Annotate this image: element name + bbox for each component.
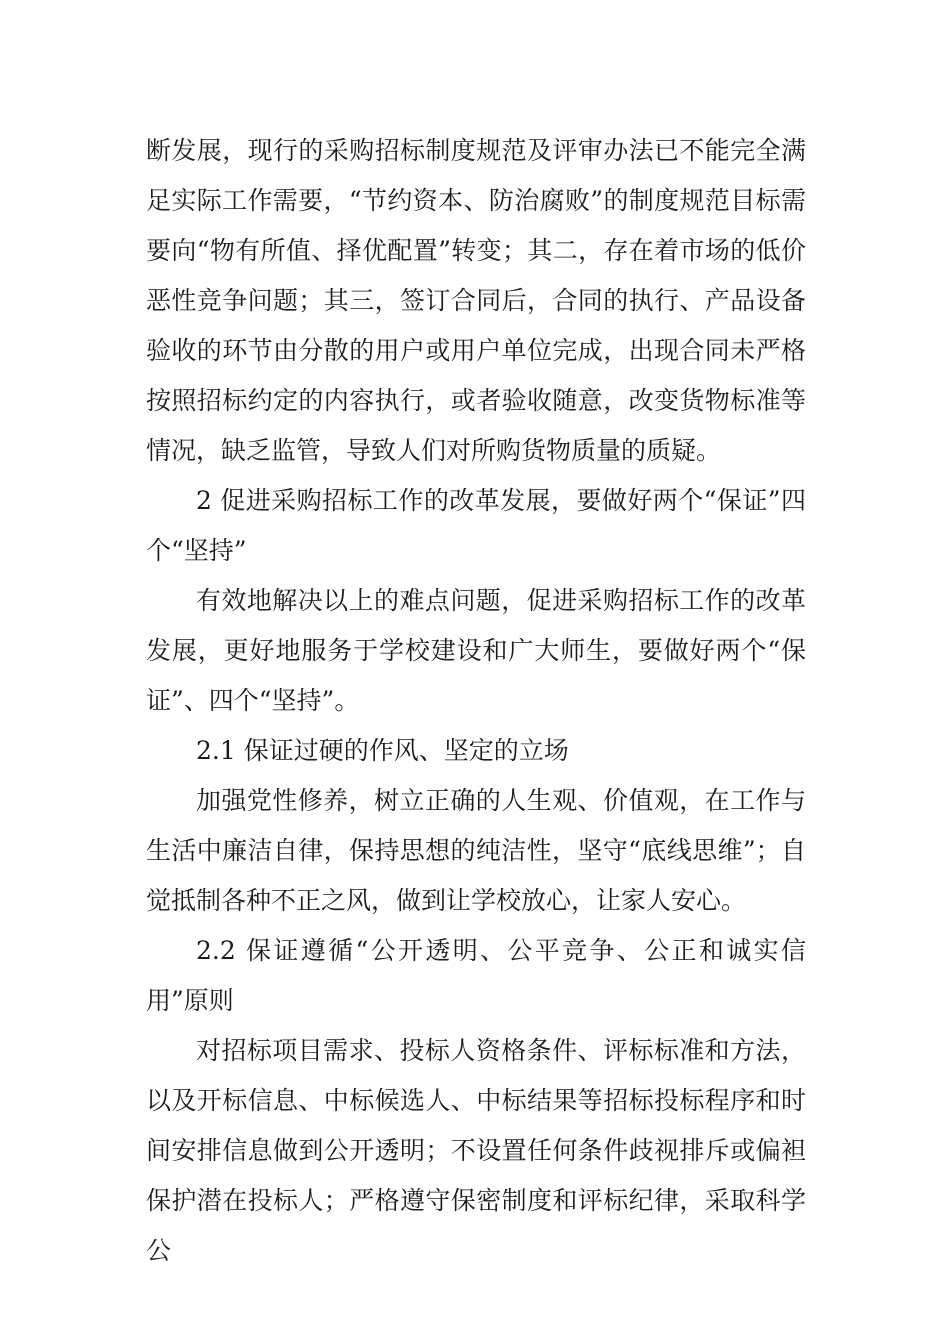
body-paragraph: 对招标项目需求、投标人资格条件、评标标准和方法，以及开标信息、中标候选人、中标结果等招标投标程序和时间安排信息做到公开透明；不设置任何条件歧视排斥或偏袒保护潜在投标人；严格遵守保密制度和评标纪律，采取科学公 [146, 1036, 806, 1265]
body-paragraph: 断发展，现行的采购招标制度规范及评审办法已不能完全满足实际工作需要，“节约资本、防治腐败”的制度规范目标需要向“物有所值、择优配置”转变；其二，存在着市场的低价恶性竞争问题；其三，签订合同后，合同的执行、产品设备验收的环节由分散的用户或用户单位完成，出现合同未严格按照招标约定的内容执行，或者验收随意，改变货物标准等情况，缺乏监管，导致人们对所购货物质量的质疑。 [146, 136, 806, 465]
document-page [146, 126, 806, 1276]
section-heading-2: 2 促进采购招标工作的改革发展，要做好两个“保证”四个“坚持” [146, 486, 806, 565]
subsection-heading-2-2: 2.2 保证遵循“公开透明、公平竞争、公正和诚实信用”原则 [146, 936, 806, 1015]
body-paragraph: 有效地解决以上的难点问题，促进采购招标工作的改革发展，更好地服务于学校建设和广大师生，要做好两个“保证”、四个“坚持”。 [146, 586, 806, 715]
body-paragraph: 加强党性修养，树立正确的人生观、价值观，在工作与生活中廉洁自律，保持思想的纯洁性，坚守“底线思维”；自觉抵制各种不正之风，做到让学校放心，让家人安心。 [146, 786, 806, 915]
subsection-heading-2-1: 2.1 保证过硬的作风、坚定的立场 [196, 736, 569, 765]
